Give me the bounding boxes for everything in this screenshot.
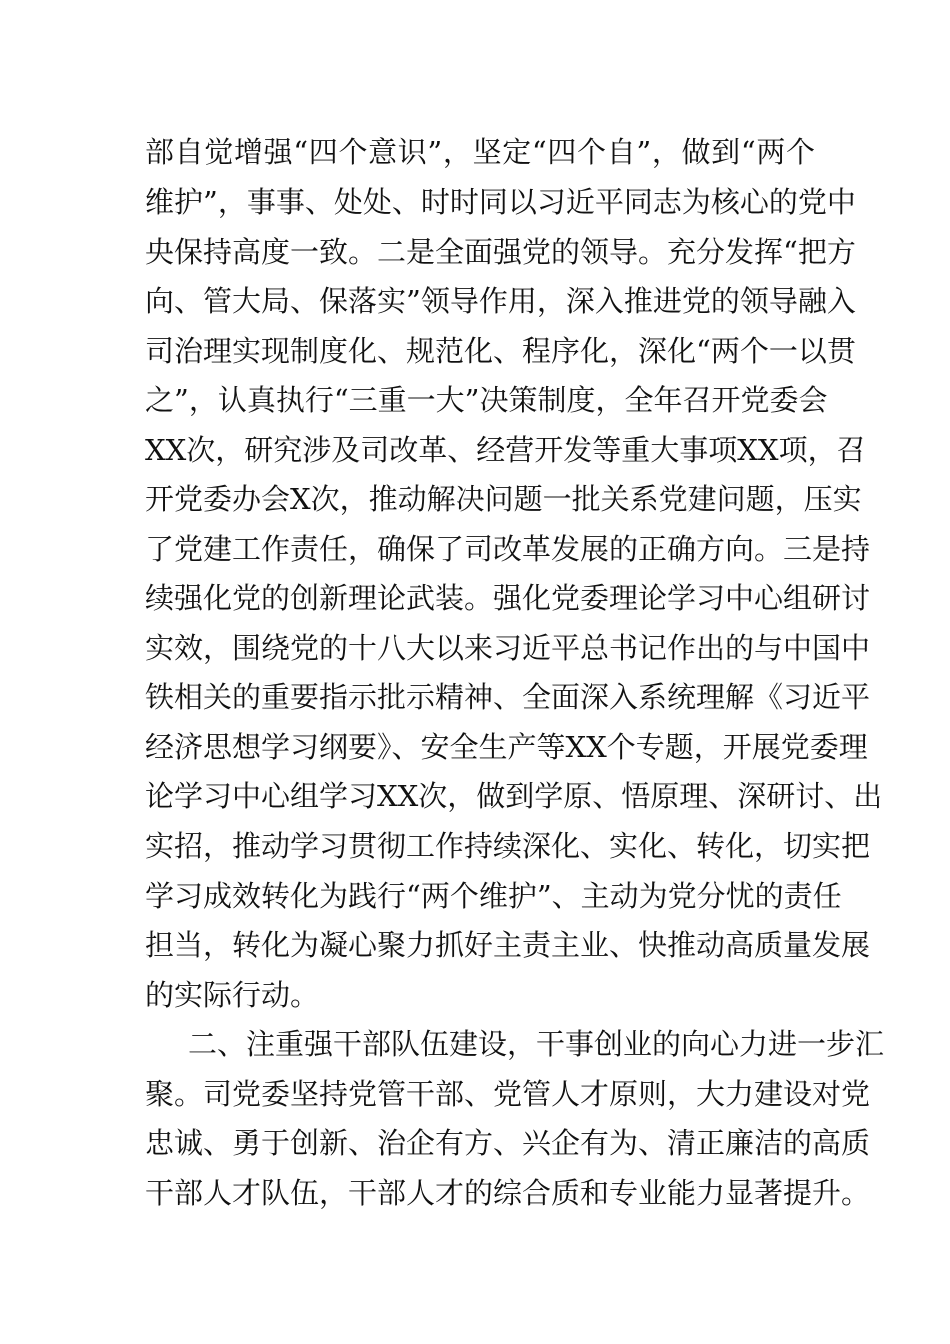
text-line: 向、管大局、保落实”领导作用，深入推进党的领导融入 xyxy=(145,284,856,318)
text-line: 之”，认真执行“三重一大”决策制度，全年召开党委会 xyxy=(145,383,828,417)
text-line: 忠诚、勇于创新、治企有方、兴企有为、清正廉洁的高质 xyxy=(145,1126,871,1160)
text-line: 铁相关的重要指示批示精神、全面深入系统理解《习近平 xyxy=(145,680,871,714)
text-line: 论学习中心组学习XX次，做到学原、悟原理、深研讨、出 xyxy=(145,779,883,813)
text-line: 部自觉增强“四个意识”，坚定“四个自”，做到“两个 xyxy=(145,135,815,169)
text-line: 开党委办会X次，推动解决问题一批关系党建问题，压实 xyxy=(145,482,862,516)
text-line: 央保持高度一致。二是全面强党的领导。充分发挥“把方 xyxy=(145,235,856,269)
text-line: 学习成效转化为践行“两个维护”、主动为党分忧的责任 xyxy=(145,879,842,913)
text-line: 经济思想学习纲要》、安全生产等XX个专题，开展党委理 xyxy=(145,730,868,764)
text-line: 了党建工作责任，确保了司改革发展的正确方向。三是持 xyxy=(145,532,871,566)
text-line: 担当，转化为凝心聚力抓好主责主业、快推动高质量发展 xyxy=(145,928,871,962)
text-line: 聚。司党委坚持党管干部、党管人才原则，大力建设对党 xyxy=(145,1077,871,1111)
text-line: 维护”，事事、处处、时时同以习近平同志为核心的党中 xyxy=(145,185,856,219)
text-line: XX次，研究涉及司改革、经营开发等重大事项XX项，召 xyxy=(145,433,866,467)
text-line: 二、注重强干部队伍建设，干事创业的向心力进一步汇 xyxy=(188,1027,885,1061)
text-line: 司治理实现制度化、规范化、程序化，深化“两个一以贯 xyxy=(145,334,856,368)
text-line: 的实际行动。 xyxy=(145,978,320,1012)
text-line: 干部人才队伍，干部人才的综合质和专业能力显著提升。 xyxy=(145,1176,871,1210)
text-line: 实招，推动学习贯彻工作持续深化、实化、转化，切实把 xyxy=(145,829,871,863)
text-line: 续强化党的创新理论武装。强化党委理论学习中心组研讨 xyxy=(145,581,871,615)
text-line: 实效，围绕党的十八大以来习近平总书记作出的与中国中 xyxy=(145,631,871,665)
